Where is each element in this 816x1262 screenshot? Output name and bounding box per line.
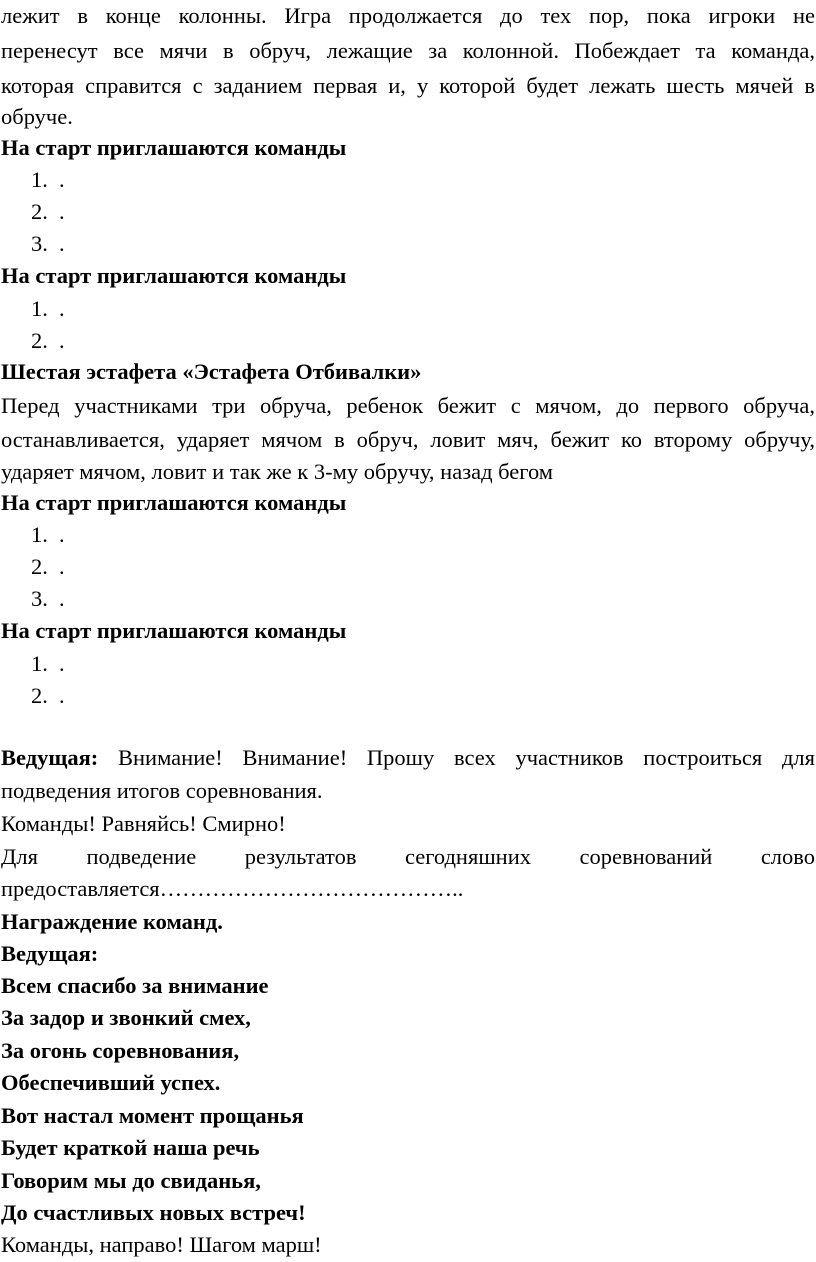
list-item-text: . xyxy=(59,586,65,611)
list-number: 1. xyxy=(31,522,48,547)
intro-line-2: перенесут все мячи в обруч, лежащие за колонной. Побеждает та команда, xyxy=(1,38,815,63)
list-item xyxy=(31,228,65,260)
teams-heading-2: На старт приглашаются команды xyxy=(1,263,347,288)
list-number: 1. xyxy=(31,651,48,676)
intro-line-1: лежит в конце колонны. Игра продолжается до тех пор, пока игроки не xyxy=(1,3,815,28)
list-item xyxy=(31,196,65,228)
teams-heading-3: На старт приглашаются команды xyxy=(1,490,347,515)
poem-line-8: До счастливых новых встреч! xyxy=(1,1200,306,1225)
host-label-2: Ведущая: xyxy=(1,941,99,966)
poem-line-3: За огонь соревнования, xyxy=(1,1038,240,1063)
list-number: 2. xyxy=(31,328,48,353)
list-item xyxy=(31,583,65,615)
results-word: Для xyxy=(1,844,38,869)
list-item-text: . xyxy=(59,522,65,547)
host-speech-line-1 xyxy=(1,742,815,774)
list-item-text: . xyxy=(59,231,65,256)
teams-heading-1: На старт приглашаются команды xyxy=(1,135,347,160)
relay-text-line-2: останавливается, ударяет мячом в обруч, ловит мяч, бежит ко второму обручу, xyxy=(1,427,815,452)
list-item xyxy=(31,164,65,196)
list-number: 3. xyxy=(31,586,48,611)
list-number: 2. xyxy=(31,554,48,579)
host-speech-text: Внимание! Внимание! Прошу всех участников построиться для xyxy=(98,745,815,770)
list-item-text: . xyxy=(59,651,65,676)
poem-line-1: Всем спасибо за внимание xyxy=(1,973,269,998)
list-item-text: . xyxy=(59,199,65,224)
intro-line-3: которая справится с заданием первая и, у которой будет лежать шесть мячей в xyxy=(1,73,815,98)
relay-text-line-1: Перед участниками три обруча, ребенок бежит с мячом, до первого обруча, xyxy=(1,393,815,418)
list-item xyxy=(31,293,65,325)
host-label: Ведущая: xyxy=(1,745,99,770)
poem-line-7: Говорим мы до свиданья, xyxy=(1,1168,261,1193)
poem-line-2: За задор и звонкий смех, xyxy=(1,1005,251,1030)
relay-title: Шестая эстафета «Эстафета Отбивалки» xyxy=(1,359,422,384)
command-1: Команды! Равняйсь! Смирно! xyxy=(1,811,286,836)
list-item xyxy=(31,648,65,680)
list-item xyxy=(31,325,65,357)
list-number: 1. xyxy=(31,296,48,321)
list-item-text: . xyxy=(59,167,65,192)
poem-line-4: Обеспечивший успех. xyxy=(1,1070,221,1095)
intro-line-4: обруче. xyxy=(1,104,73,129)
results-word: сегодняшних xyxy=(404,844,531,869)
list-item-text: . xyxy=(59,328,65,353)
poem-line-6: Будет краткой наша речь xyxy=(1,1135,260,1160)
list-item-text: . xyxy=(59,683,65,708)
relay-text-line-3: ударяет мячом, ловит и так же к 3-му обручу, назад бегом xyxy=(1,459,554,484)
list-item xyxy=(31,519,65,551)
list-item-text: . xyxy=(59,296,65,321)
list-number: 2. xyxy=(31,683,48,708)
results-word: слово xyxy=(760,844,815,869)
teams-heading-4: На старт приглашаются команды xyxy=(1,618,347,643)
results-word: результатов xyxy=(244,844,357,869)
results-line-1 xyxy=(1,841,815,873)
results-word: подведение xyxy=(86,844,197,869)
awards-heading: Награждение команд. xyxy=(1,909,223,934)
host-speech-line-2: подведения итогов соревнования. xyxy=(1,778,323,803)
list-item xyxy=(31,680,65,712)
results-word: соревнований xyxy=(579,844,713,869)
command-2: Команды, направо! Шагом марш! xyxy=(1,1232,322,1257)
list-number: 1. xyxy=(31,167,48,192)
poem-line-5: Вот настал момент прощанья xyxy=(1,1103,304,1128)
results-line-2: предоставляется………………………………….. xyxy=(1,876,464,901)
list-number: 2. xyxy=(31,199,48,224)
list-number: 3. xyxy=(31,231,48,256)
list-item-text: . xyxy=(59,554,65,579)
list-item xyxy=(31,551,65,583)
